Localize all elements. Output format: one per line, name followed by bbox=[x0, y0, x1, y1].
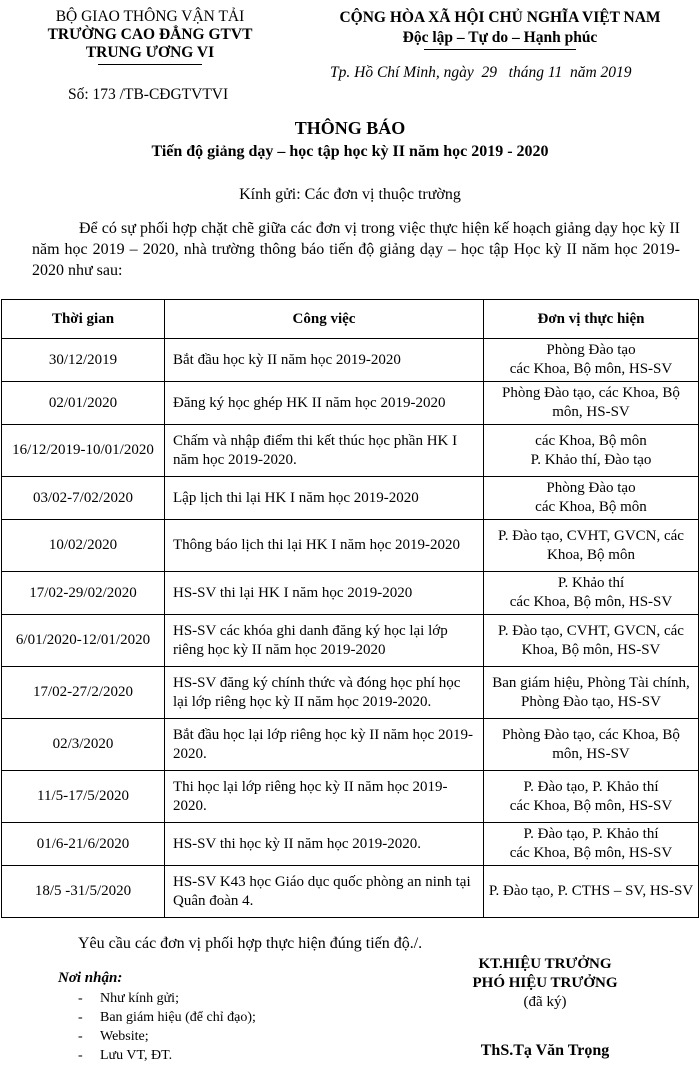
cell-time: 01/6-21/6/2020 bbox=[2, 823, 165, 866]
signer-title-line1: KT.HIỆU TRƯỞNG bbox=[478, 956, 612, 972]
signer-block bbox=[420, 955, 670, 1012]
closing-request: Yêu cầu các đơn vị phối hợp thực hiện đúng tiến độ./. bbox=[78, 935, 423, 952]
cell-task: HS-SV các khóa ghi danh đăng ký học lại lớp riêng học kỳ II năm học 2019-2020 bbox=[165, 615, 484, 667]
greeting-line: Kính gửi: Các đơn vị thuộc trường bbox=[239, 186, 461, 203]
recipients-block bbox=[58, 970, 358, 1065]
cell-unit: P. Đào tạo, P. CTHS – SV, HS-SV bbox=[484, 866, 699, 918]
cell-unit: P. Đào tạo, P. Khảo thí các Khoa, Bộ môn, HS-SV bbox=[484, 771, 699, 823]
cell-unit: Phòng Đào tạo, các Khoa, Bộ môn, HS-SV bbox=[484, 719, 699, 771]
document-number: Số: 173 /TB-CĐGTVTVI bbox=[68, 86, 229, 103]
document-subtitle: Tiến độ giảng dạy – học tập học kỳ II năm học 2019 - 2020 bbox=[151, 143, 549, 160]
recipient-item: - Lưu VT, ĐT. bbox=[58, 1046, 358, 1065]
cell-unit: P. Khảo thí các Khoa, Bộ môn, HS-SV bbox=[484, 572, 699, 615]
document-title: THÔNG BÁO bbox=[294, 118, 406, 138]
table-row bbox=[2, 823, 699, 866]
table-row bbox=[2, 477, 699, 520]
place-and-date: Tp. Hồ Chí Minh, ngày 29 tháng 11 năm 2019 bbox=[330, 64, 632, 81]
header-right-rule bbox=[424, 49, 576, 50]
cell-task: Đăng ký học ghép HK II năm học 2019-2020 bbox=[165, 382, 484, 425]
cell-task: HS-SV thi học kỳ II năm học 2019-2020. bbox=[165, 823, 484, 866]
cell-task: Chấm và nhập điểm thi kết thúc học phần HK I năm học 2019-2020. bbox=[165, 425, 484, 477]
table-row bbox=[2, 425, 699, 477]
cell-unit: Ban giám hiệu, Phòng Tài chính, Phòng Đào tạo, HS-SV bbox=[484, 667, 699, 719]
cell-unit: P. Đào tạo, P. Khảo thí các Khoa, Bộ môn, HS-SV bbox=[484, 823, 699, 866]
table-row bbox=[2, 339, 699, 382]
school-name-line2: TRUNG ƯƠNG VI bbox=[85, 44, 215, 61]
cell-task: HS-SV K43 học Giáo dục quốc phòng an ninh tại Quân đoàn 4. bbox=[165, 866, 484, 918]
cell-task: Thông báo lịch thi lại HK I năm học 2019-2020 bbox=[165, 520, 484, 572]
cell-time: 11/5-17/5/2020 bbox=[2, 771, 165, 823]
cell-time: 02/01/2020 bbox=[2, 382, 165, 425]
cell-time: 30/12/2019 bbox=[2, 339, 165, 382]
cell-time: 17/02-27/2/2020 bbox=[2, 667, 165, 719]
ministry-name: BỘ GIAO THÔNG VẬN TẢI bbox=[55, 8, 245, 25]
recipients-label: Nơi nhận: bbox=[58, 970, 123, 986]
header-left-rule bbox=[98, 64, 202, 65]
table-row bbox=[2, 866, 699, 918]
cell-task: HS-SV đăng ký chính thức và đóng học phí học lại lớp riêng học kỳ II năm học 2019-2020. bbox=[165, 667, 484, 719]
table-header-row bbox=[2, 300, 699, 339]
schedule-table-body bbox=[2, 339, 699, 918]
cell-unit: Phòng Đào tạo các Khoa, Bộ môn, HS-SV bbox=[484, 339, 699, 382]
cell-unit: P. Đào tạo, CVHT, GVCN, các Khoa, Bộ môn bbox=[484, 520, 699, 572]
table-row bbox=[2, 520, 699, 572]
header-unit: Đơn vị thực hiện bbox=[484, 300, 699, 339]
table-row bbox=[2, 667, 699, 719]
header-task: Công việc bbox=[165, 300, 484, 339]
recipient-item: - Website; bbox=[58, 1027, 358, 1046]
intro-paragraph: Để có sự phối hợp chặt chẽ giữa các đơn vị trong việc thực hiện kế hoạch giảng dạy học kỳ II năm học 2019 – 2020, nhà trường thông báo tiến độ giảng dạy – học tập Học kỳ II năm học 2019-2020 như sau: bbox=[32, 220, 680, 279]
table-row bbox=[2, 615, 699, 667]
table-row bbox=[2, 771, 699, 823]
cell-task: Bắt đầu học lại lớp riêng học kỳ II năm học 2019-2020. bbox=[165, 719, 484, 771]
cell-unit: Phòng Đào tạo, các Khoa, Bộ môn, HS-SV bbox=[484, 382, 699, 425]
cell-time: 18/5 -31/5/2020 bbox=[2, 866, 165, 918]
table-row bbox=[2, 382, 699, 425]
national-motto: Độc lập – Tự do – Hạnh phúc bbox=[402, 29, 598, 46]
cell-unit: Phòng Đào tạo các Khoa, Bộ môn bbox=[484, 477, 699, 520]
cell-task: Lập lịch thi lại HK I năm học 2019-2020 bbox=[165, 477, 484, 520]
cell-time: 17/02-29/02/2020 bbox=[2, 572, 165, 615]
signer-title-line2: PHÓ HIỆU TRƯỞNG bbox=[472, 975, 618, 991]
cell-task: HS-SV thi lại HK I năm học 2019-2020 bbox=[165, 572, 484, 615]
school-name-line1: TRƯỜNG CAO ĐẲNG GTVT bbox=[47, 26, 253, 43]
signed-note: (đã ký) bbox=[523, 994, 567, 1010]
cell-time: 6/01/2020-12/01/2020 bbox=[2, 615, 165, 667]
table-row bbox=[2, 572, 699, 615]
schedule-table bbox=[1, 299, 699, 918]
nation-name: CỘNG HÒA XÃ HỘI CHỦ NGHĨA VIỆT NAM bbox=[339, 9, 661, 26]
recipient-item: - Như kính gửi; bbox=[58, 989, 358, 1008]
national-header-block bbox=[300, 8, 700, 50]
issuing-organization-block bbox=[0, 8, 300, 65]
cell-task: Thi học lại lớp riêng học kỳ II năm học 2019-2020. bbox=[165, 771, 484, 823]
cell-task: Bắt đầu học kỳ II năm học 2019-2020 bbox=[165, 339, 484, 382]
recipient-item: - Ban giám hiệu (để chỉ đạo); bbox=[58, 1008, 358, 1027]
table-row bbox=[2, 719, 699, 771]
recipients-list bbox=[58, 989, 358, 1065]
cell-unit: các Khoa, Bộ môn P. Khảo thí, Đào tạo bbox=[484, 425, 699, 477]
cell-time: 10/02/2020 bbox=[2, 520, 165, 572]
cell-time: 03/02-7/02/2020 bbox=[2, 477, 165, 520]
header-time: Thời gian bbox=[2, 300, 165, 339]
cell-time: 02/3/2020 bbox=[2, 719, 165, 771]
signer-name: ThS.Tạ Văn Trọng bbox=[480, 1042, 610, 1059]
cell-time: 16/12/2019-10/01/2020 bbox=[2, 425, 165, 477]
cell-unit: P. Đào tạo, CVHT, GVCN, các Khoa, Bộ môn, HS-SV bbox=[484, 615, 699, 667]
